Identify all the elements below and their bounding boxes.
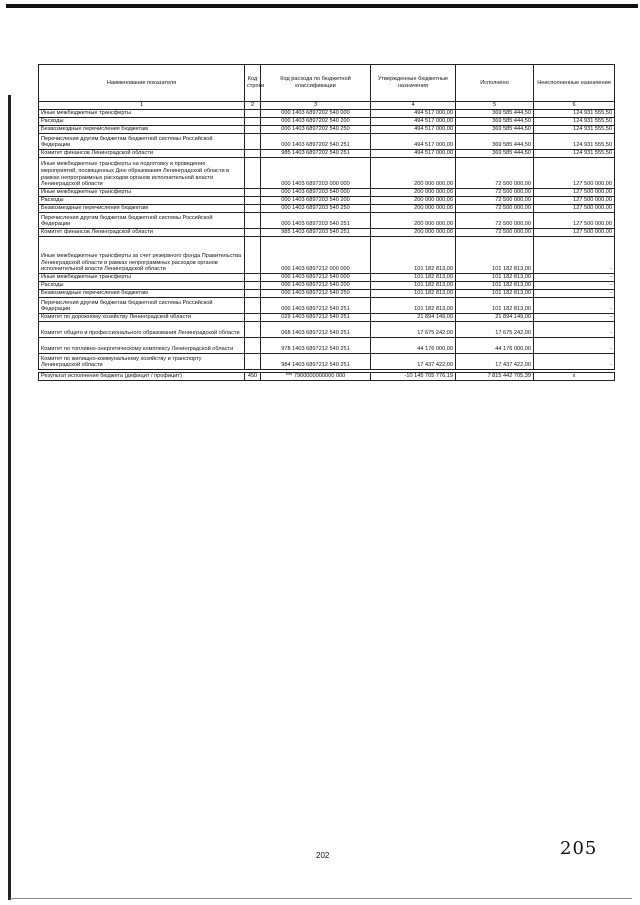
row-approved: 200 000 000,00 xyxy=(371,197,456,205)
row-approved: 200 000 000,00 xyxy=(371,205,456,213)
header-approved: Утвержденные бюджетные назначения xyxy=(371,65,456,102)
header-executed: Исполнено xyxy=(456,65,534,102)
table-row xyxy=(39,197,615,205)
row-expense-code: 000 1403 6897202 540 000 xyxy=(261,110,371,118)
row-name: Безвозмездные перечисления бюджетам xyxy=(39,205,245,213)
row-expense-code: 984 1403 6897212 540 251 xyxy=(261,354,371,370)
row-remaining: - xyxy=(534,237,615,274)
table-body xyxy=(39,110,615,370)
row-remaining: 127 500 000,00 xyxy=(534,205,615,213)
row-approved: 494 517 000,00 xyxy=(371,126,456,134)
row-name: Иные межбюджетные трансферты за счет резервного фонда Правительства Ленинградской области в рамках непрограммных расходов органов исполнительной власти Ленинградской области xyxy=(39,237,245,274)
row-line-code xyxy=(245,229,261,237)
row-expense-code: 000 1403 6897203 540 251 xyxy=(261,213,371,229)
table-row xyxy=(39,126,615,134)
bottom-border-rule xyxy=(10,898,632,899)
table-row xyxy=(39,290,615,298)
row-line-code xyxy=(245,110,261,118)
row-executed: 44 176 000,00 xyxy=(456,338,534,354)
row-executed: 101 182 813,00 xyxy=(456,298,534,314)
table-row xyxy=(39,298,615,314)
row-line-code xyxy=(245,197,261,205)
table-row xyxy=(39,213,615,229)
row-approved: 21 894 149,00 xyxy=(371,314,456,322)
row-expense-code: 000 1403 6897203 540 200 xyxy=(261,197,371,205)
row-executed: 369 585 444,50 xyxy=(456,126,534,134)
row-line-code xyxy=(245,322,261,338)
row-name: Иные межбюджетные трансферты на подготовку и проведение мероприятий, посвященных Дню образования Ленинградской области в рамках непрограммных расходов органов исполнительной власти Ленинградской области xyxy=(39,158,245,189)
row-expense-code: 000 1403 6897202 540 200 xyxy=(261,118,371,126)
row-remaining: - xyxy=(534,338,615,354)
row-remaining: - xyxy=(534,298,615,314)
row-remaining: - xyxy=(534,354,615,370)
table-row xyxy=(39,322,615,338)
row-remaining: 124 931 555,50 xyxy=(534,110,615,118)
row-approved: 17 437 422,00 xyxy=(371,354,456,370)
row-remaining: - xyxy=(534,282,615,290)
row-line-code xyxy=(245,274,261,282)
row-executed: 369 585 444,50 xyxy=(456,118,534,126)
row-expense-code: 000 1403 6897203 540 000 xyxy=(261,189,371,197)
row-executed: 101 182 813,00 xyxy=(456,237,534,274)
column-number: 5 xyxy=(456,102,534,110)
row-name: Расходы xyxy=(39,118,245,126)
result-row xyxy=(39,373,615,381)
result-executed: 7 815 442 705,39 xyxy=(456,373,534,381)
column-number: 4 xyxy=(371,102,456,110)
row-name: Перечисления другим бюджетам бюджетной системы Российской Федерации xyxy=(39,213,245,229)
table-row xyxy=(39,118,615,126)
row-executed: 101 182 813,00 xyxy=(456,282,534,290)
row-name: Расходы xyxy=(39,282,245,290)
row-expense-code: 000 1403 6897203 540 250 xyxy=(261,205,371,213)
row-executed: 17 675 242,00 xyxy=(456,322,534,338)
row-name: Безвозмездные перечисления бюджетам xyxy=(39,126,245,134)
row-expense-code: 000 1403 6897202 540 250 xyxy=(261,126,371,134)
row-remaining: - xyxy=(534,314,615,322)
row-expense-code: 000 1403 6897212 540 200 xyxy=(261,282,371,290)
row-expense-code: 978 1403 6897212 540 251 xyxy=(261,338,371,354)
row-line-code xyxy=(245,290,261,298)
result-name: Результат исполнения бюджета (дефицит / профицит) xyxy=(39,373,245,381)
row-approved: 101 182 813,00 xyxy=(371,237,456,274)
row-approved: 200 000 000,00 xyxy=(371,213,456,229)
row-name: Иные межбюджетные трансферты xyxy=(39,189,245,197)
left-binding-rule xyxy=(8,95,11,900)
row-remaining: - xyxy=(534,274,615,282)
row-approved: 17 675 242,00 xyxy=(371,322,456,338)
row-name: Перечисления другим бюджетам бюджетной системы Российской Федерации xyxy=(39,134,245,150)
table-row xyxy=(39,189,615,197)
row-executed: 17 437 422,00 xyxy=(456,354,534,370)
row-executed: 369 585 444,50 xyxy=(456,110,534,118)
row-approved: 200 000 000,00 xyxy=(371,189,456,197)
row-executed: 72 500 000,00 xyxy=(456,213,534,229)
row-executed: 72 500 000,00 xyxy=(456,189,534,197)
row-approved: 494 517 000,00 xyxy=(371,134,456,150)
row-executed: 101 182 813,00 xyxy=(456,274,534,282)
row-remaining: - xyxy=(534,322,615,338)
table-row xyxy=(39,134,615,150)
row-name: Комитет финансов Ленинградской области xyxy=(39,150,245,158)
row-name: Иные межбюджетные трансферты xyxy=(39,110,245,118)
table-row xyxy=(39,110,615,118)
row-name: Комитет по жилищно-коммунальному хозяйству и транспорту Ленинградской области xyxy=(39,354,245,370)
row-line-code xyxy=(245,282,261,290)
row-approved: 44 176 000,00 xyxy=(371,338,456,354)
row-line-code xyxy=(245,158,261,189)
row-name: Иные межбюджетные трансферты xyxy=(39,274,245,282)
result-expense-code: *** 7900000000000 000 xyxy=(261,373,371,381)
row-expense-code: 985 1403 6897202 540 251 xyxy=(261,150,371,158)
row-line-code xyxy=(245,338,261,354)
table-row xyxy=(39,274,615,282)
row-expense-code: 000 1403 6897212 540 000 xyxy=(261,274,371,282)
table-row xyxy=(39,150,615,158)
row-remaining: 124 931 555,50 xyxy=(534,134,615,150)
row-approved: 200 000 000,00 xyxy=(371,158,456,189)
row-approved: 494 517 000,00 xyxy=(371,150,456,158)
table-row xyxy=(39,205,615,213)
row-approved: 200 000 000,00 xyxy=(371,229,456,237)
row-remaining: 124 931 555,50 xyxy=(534,150,615,158)
row-remaining: 127 500 000,00 xyxy=(534,229,615,237)
row-expense-code: 000 1403 6897212 540 250 xyxy=(261,290,371,298)
row-remaining: - xyxy=(534,290,615,298)
header-indicator-name: Наименование показателя xyxy=(39,65,245,102)
header-line-code: Код строки xyxy=(245,65,261,102)
row-remaining: 127 500 000,00 xyxy=(534,189,615,197)
table-row xyxy=(39,229,615,237)
result-remaining: x xyxy=(534,373,615,381)
row-approved: 494 517 000,00 xyxy=(371,118,456,126)
row-expense-code: 000 1403 6897203 000 000 xyxy=(261,158,371,189)
row-expense-code: 068 1403 6897212 540 251 xyxy=(261,322,371,338)
result-approved: -10 145 705 776,19 xyxy=(371,373,456,381)
result-line-code: 450 xyxy=(245,373,261,381)
row-line-code xyxy=(245,189,261,197)
table-row xyxy=(39,158,615,189)
row-line-code xyxy=(245,314,261,322)
row-name: Комитет общего и профессионального образования Ленинградской области xyxy=(39,322,245,338)
row-line-code xyxy=(245,118,261,126)
row-name: Перечисления другим бюджетам бюджетной системы Российской Федерации xyxy=(39,298,245,314)
row-approved: 101 182 813,00 xyxy=(371,274,456,282)
column-number: 1 xyxy=(39,102,245,110)
row-remaining: 127 500 000,00 xyxy=(534,213,615,229)
top-border-rule xyxy=(6,4,638,8)
row-executed: 72 500 000,00 xyxy=(456,158,534,189)
row-name: Комитет по топливно-энергетическому комплексу Ленинградской области xyxy=(39,338,245,354)
row-expense-code: 000 1403 6897212 540 251 xyxy=(261,298,371,314)
column-number: 6 xyxy=(534,102,615,110)
row-line-code xyxy=(245,354,261,370)
header-unexecuted: Неисполненные назначения xyxy=(534,65,615,102)
column-number: 2 xyxy=(245,102,261,110)
row-executed: 21 894 149,00 xyxy=(456,314,534,322)
row-name: Комитет по дорожному хозяйству Ленинградской области xyxy=(39,314,245,322)
row-executed: 101 182 813,00 xyxy=(456,290,534,298)
table-row xyxy=(39,282,615,290)
row-approved: 101 182 813,00 xyxy=(371,290,456,298)
row-name: Безвозмездные перечисления бюджетам xyxy=(39,290,245,298)
row-line-code xyxy=(245,134,261,150)
row-approved: 101 182 813,00 xyxy=(371,282,456,290)
column-number: 3 xyxy=(261,102,371,110)
row-executed: 369 585 444,50 xyxy=(456,134,534,150)
page-number: 202 xyxy=(316,851,330,860)
header-expense-code: Код расхода по бюджетной классификации xyxy=(261,65,371,102)
row-line-code xyxy=(245,126,261,134)
row-approved: 494 517 000,00 xyxy=(371,110,456,118)
table-header-row xyxy=(39,65,615,102)
row-line-code xyxy=(245,298,261,314)
row-executed: 72 500 000,00 xyxy=(456,229,534,237)
row-line-code xyxy=(245,237,261,274)
row-name: Расходы xyxy=(39,197,245,205)
row-remaining: 124 931 555,50 xyxy=(534,118,615,126)
table-row xyxy=(39,338,615,354)
row-remaining: 127 500 000,00 xyxy=(534,158,615,189)
table-row xyxy=(39,354,615,370)
row-approved: 101 182 813,00 xyxy=(371,298,456,314)
row-expense-code: 000 1403 6897212 000 000 xyxy=(261,237,371,274)
budget-execution-table xyxy=(38,64,615,381)
handwritten-sheet-number: 205 xyxy=(560,838,598,859)
row-line-code xyxy=(245,150,261,158)
row-executed: 72 500 000,00 xyxy=(456,205,534,213)
row-executed: 72 500 000,00 xyxy=(456,197,534,205)
row-line-code xyxy=(245,205,261,213)
row-line-code xyxy=(245,213,261,229)
row-remaining: 127 500 000,00 xyxy=(534,197,615,205)
row-expense-code: 029 1403 6897212 540 251 xyxy=(261,314,371,322)
row-name: Комитет финансов Ленинградской области xyxy=(39,229,245,237)
row-remaining: 124 931 555,50 xyxy=(534,126,615,134)
table-row xyxy=(39,237,615,274)
row-expense-code: 985 1403 6897203 540 251 xyxy=(261,229,371,237)
row-expense-code: 000 1403 6897202 540 251 xyxy=(261,134,371,150)
table-row xyxy=(39,314,615,322)
row-executed: 369 585 444,50 xyxy=(456,150,534,158)
column-number-row xyxy=(39,102,615,110)
